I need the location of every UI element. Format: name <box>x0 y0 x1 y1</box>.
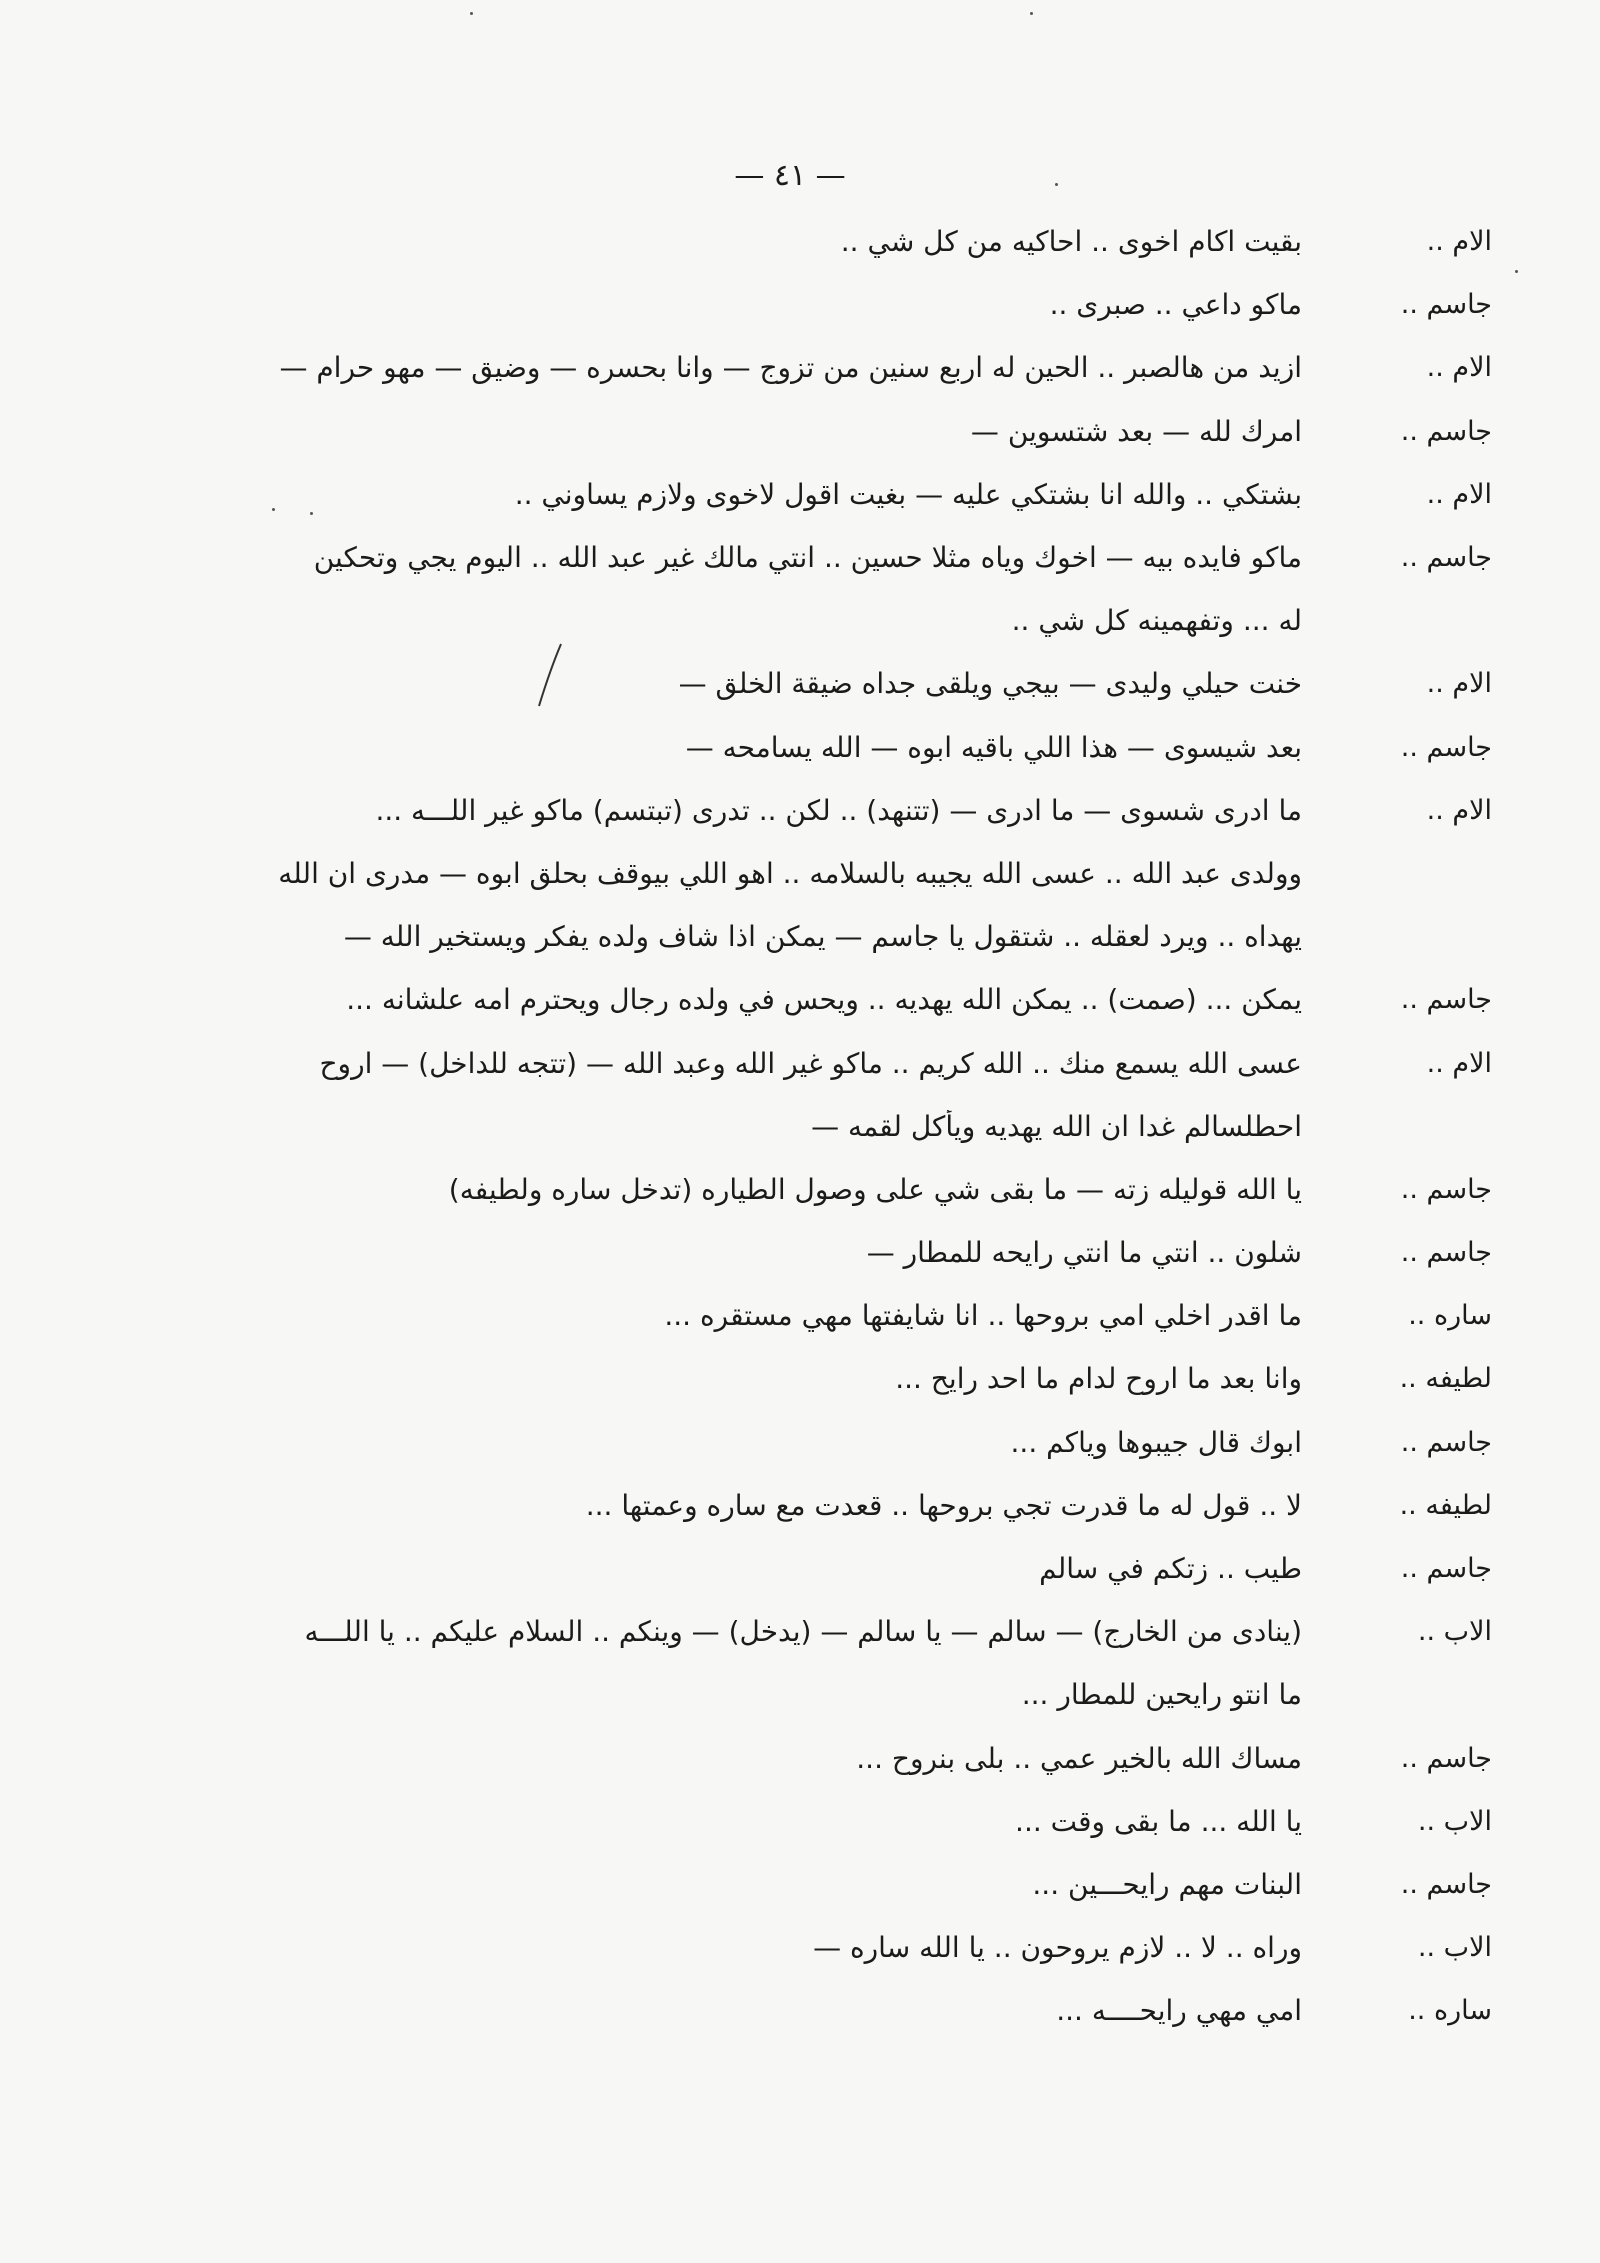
speaker-name: جاسم .. <box>1400 415 1492 447</box>
speaker-name: جاسم .. <box>1400 984 1492 1016</box>
speaker-name: جاسم .. <box>1400 1173 1492 1205</box>
dialogue-line: ماكو فايده بيه — اخوك وياه مثلا حسين .. انتي مالك غير عبد الله .. اليوم يجي وتحكين <box>313 541 1302 575</box>
dialogue-row <box>100 1537 1500 1600</box>
dialogue-line: بعد شيسوى — هذا اللي باقيه ابوه — الله يسامحه — <box>685 730 1302 764</box>
speaker-name: الاب .. <box>1417 1805 1492 1837</box>
speaker-name: جاسم .. <box>1400 289 1492 321</box>
dialogue-line: البنات مهم رايحـــين ... <box>1032 1867 1302 1901</box>
dialogue-row <box>100 1663 1500 1726</box>
speaker-name: الام .. <box>1426 794 1492 826</box>
speaker-name: الاب .. <box>1417 1616 1492 1648</box>
dialogue-row <box>100 1411 1500 1474</box>
dialogue-line: شلون .. انتي ما انتي رايحه للمطار — <box>866 1236 1302 1270</box>
speaker-name: جاسم .. <box>1400 542 1492 574</box>
dialogue-line: امي مهي رايحــــه ... <box>1056 1994 1302 2028</box>
dialogue-row <box>100 589 1500 652</box>
dialogue-line: لا .. قول له ما قدرت تجي بروحها .. قعدت مع ساره وعمتها ... <box>585 1488 1302 1522</box>
dialogue-row <box>100 1600 1500 1663</box>
dialogue-row <box>100 1790 1500 1853</box>
speaker-name: جاسم .. <box>1400 1553 1492 1585</box>
dialogue-line: بقيت اكام اخوى .. احاكيه من كل شي .. <box>840 225 1302 259</box>
speaker-name: الاب .. <box>1417 1932 1492 1964</box>
speaker-name: جاسم .. <box>1400 1426 1492 1458</box>
dialogue-row <box>100 1221 1500 1284</box>
dialogue-line: ابوك قال جيبوها وياكم ... <box>1010 1425 1302 1459</box>
dialogue-line: طيب .. زتكم في سالم <box>1039 1552 1302 1586</box>
dialogue-line: يهداه .. ويرد لعقله .. شتقول يا جاسم — يمكن اذا شاف ولده يفكر ويستخير الله — <box>343 920 1302 954</box>
dialogue-row <box>100 210 1500 273</box>
dialogue-row <box>100 1284 1500 1347</box>
dialogue-row <box>100 1347 1500 1410</box>
dialogue-row <box>100 1916 1500 1979</box>
dialogue-line: يا الله ... ما بقى وقت ... <box>1015 1804 1302 1838</box>
speaker-name: لطيفه .. <box>1399 1489 1492 1521</box>
dialogue-line: ازيد من هالصبر .. الحين له اربع سنين من تزوج — وانا بحسره — وضيق — مهو حرام — <box>279 351 1302 385</box>
speck <box>1055 183 1058 186</box>
dialogue-row <box>100 336 1500 399</box>
dialogue-row <box>100 273 1500 336</box>
dialogue-line: وولدى عبد الله .. عسى الله يجيبه بالسلامه .. اهو اللي بيوقف بحلق ابوه — مدرى ان الله <box>278 856 1302 890</box>
dialogue-line: ما انتو رايحين للمطار ... <box>1021 1678 1302 1712</box>
page-number: — ٤١ — <box>734 158 846 193</box>
speaker-name: ساره .. <box>1408 1995 1492 2027</box>
dialogue-line: يمكن ... (صمت) .. يمكن الله يهديه .. ويحس في ولده رجال ويحترم امه علشانه ... <box>346 983 1302 1017</box>
dialogue-line: ما اقدر اخلي امي بروحها .. انا شايفتها مهي مستقره ... <box>664 1299 1302 1333</box>
speaker-name: الام .. <box>1426 226 1492 258</box>
dialogue-line: بشتكي .. والله انا بشتكي عليه — بغيت اقول لاخوى ولازم يساوني .. <box>514 477 1302 511</box>
dialogue-row <box>100 1474 1500 1537</box>
dialogue-row <box>100 526 1500 589</box>
dialogue-row <box>100 1158 1500 1221</box>
dialogue-line: ماكو داعي .. صبرى .. <box>1049 288 1302 322</box>
speaker-name: جاسم .. <box>1400 1742 1492 1774</box>
dialogue-line: وانا بعد ما اروح لدام ما احد رايح ... <box>895 1362 1302 1396</box>
speck <box>1030 12 1033 15</box>
speaker-name: جاسم .. <box>1400 1237 1492 1269</box>
speaker-name: ساره .. <box>1408 1300 1492 1332</box>
speaker-name: الام .. <box>1426 478 1492 510</box>
dialogue-row <box>100 968 1500 1031</box>
dialogue-row <box>100 779 1500 842</box>
dialogue-row <box>100 905 1500 968</box>
dialogue-row <box>100 842 1500 905</box>
speck <box>470 12 473 15</box>
dialogue-row <box>100 1979 1500 2042</box>
dialogue-row <box>100 1031 1500 1094</box>
dialogue-line: يا الله قوليله زته — ما بقى شي على وصول الطياره (تدخل ساره ولطيفه) <box>448 1172 1302 1206</box>
dialogue-line: امرك لله — بعد شتسوين — <box>970 414 1302 448</box>
speaker-name: جاسم .. <box>1400 1868 1492 1900</box>
speaker-name: لطيفه .. <box>1399 1363 1492 1395</box>
dialogue-line: وراه .. لا .. لازم يروحون .. يا الله ساره — <box>813 1931 1302 1965</box>
dialogue-line: (ينادى من الخارج) — سالم — يا سالم — (يدخل) — وينكم .. السلام عليكم .. يا اللـــه <box>304 1615 1302 1649</box>
dialogue-line: له ... وتفهمينه كل شي .. <box>1011 604 1302 638</box>
speaker-name: الام .. <box>1426 1047 1492 1079</box>
dialogue-row <box>100 652 1500 715</box>
dialogue-list <box>100 210 1500 2042</box>
dialogue-line: عسى الله يسمع منك .. الله كريم .. ماكو غير الله وعبد الله — (تتجه للداخل) — اروح <box>319 1046 1302 1080</box>
dialogue-line: مساك الله بالخير عمي .. بلى بنروح ... <box>856 1741 1302 1775</box>
dialogue-row <box>100 716 1500 779</box>
speaker-name: الام .. <box>1426 668 1492 700</box>
dialogue-row <box>100 1727 1500 1790</box>
dialogue-line: ما ادرى شسوى — ما ادرى — (تتنهد) .. لكن .. تدرى (تبتسم) ماكو غير اللـــه ... <box>375 793 1302 827</box>
dialogue-line: خنت حيلي وليدى — بيجي ويلقى جداه ضيقة الخلق — <box>678 667 1302 701</box>
dialogue-row <box>100 463 1500 526</box>
speaker-name: جاسم .. <box>1400 731 1492 763</box>
dialogue-row <box>100 1095 1500 1158</box>
dialogue-row <box>100 1853 1500 1916</box>
speck <box>1515 270 1518 273</box>
speaker-name: الام .. <box>1426 352 1492 384</box>
dialogue-line: احطلسالم غدا ان الله يهديه ويأكل لقمه — <box>811 1109 1302 1143</box>
dialogue-row <box>100 400 1500 463</box>
